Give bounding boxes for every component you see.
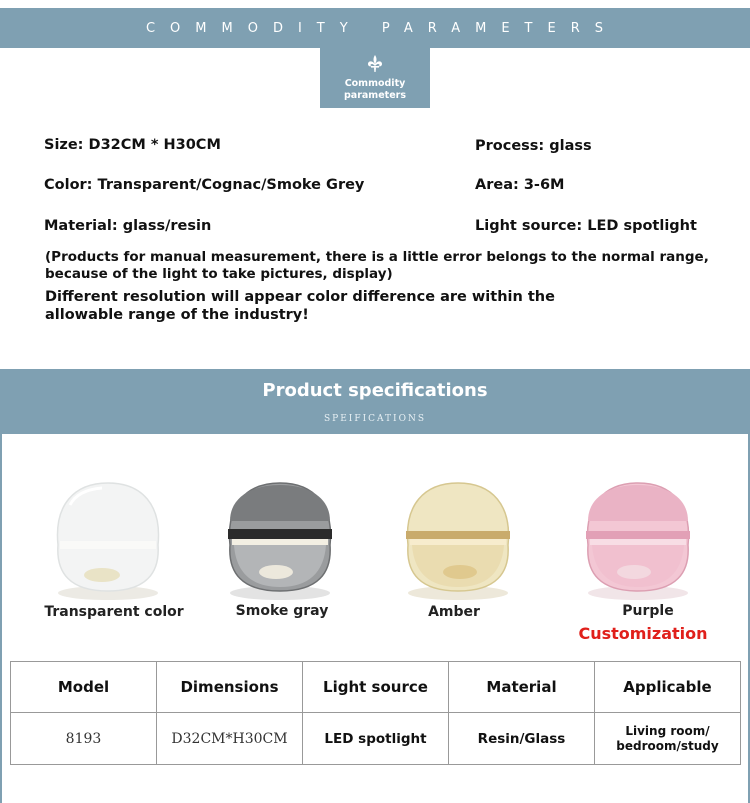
variant-label-smoke-gray: Smoke gray	[235, 603, 329, 619]
commodity-parameters-title: COMMODITY PARAMETERS	[145, 21, 618, 36]
header-model: Model	[11, 662, 157, 713]
badge-label	[320, 78, 430, 102]
lamp-purple-image	[580, 475, 700, 605]
badge-label-line1: Commodity	[344, 78, 406, 89]
product-specifications-subtitle: SPEIFICATIONS	[323, 414, 427, 424]
param-material: Material: glass/resin	[44, 218, 212, 234]
cell-applicable-line2: bedroom/study	[616, 738, 719, 753]
fleur-de-lis-icon	[365, 54, 385, 74]
param-area: Area: 3-6M	[475, 177, 565, 193]
variant-label-transparent: Transparent color	[44, 604, 184, 620]
cell-material: Resin/Glass	[449, 713, 595, 765]
cell-applicable-line1: Living room/	[625, 723, 710, 738]
table-header-row	[11, 662, 741, 713]
cell-applicable	[595, 713, 741, 765]
lamp-transparent-image	[50, 475, 170, 605]
badge-label-line2: parameters	[344, 90, 406, 101]
cell-dimensions: D32CM*H30CM	[157, 713, 303, 765]
header-light-source: Light source	[303, 662, 449, 713]
product-specifications-title: Product specifications	[262, 380, 488, 401]
param-color: Color: Transparent/Cognac/Smoke Grey	[44, 177, 365, 193]
cell-light-source: LED spotlight	[303, 713, 449, 765]
lamp-amber-image	[400, 475, 520, 605]
customization-label: Customization	[578, 624, 708, 643]
header-material: Material	[449, 662, 595, 713]
cell-model: 8193	[11, 713, 157, 765]
variant-label-purple: Purple	[622, 603, 674, 619]
commodity-parameters-bar	[0, 8, 750, 48]
specifications-table	[10, 661, 741, 765]
product-specifications-band	[0, 369, 750, 434]
param-process: Process: glass	[475, 138, 592, 154]
header-applicable: Applicable	[595, 662, 741, 713]
note-measurement: (Products for manual measurement, there is a little error belongs to the normal range, because of the light to take pictures, display)	[45, 249, 709, 282]
table-row	[11, 713, 741, 765]
variant-label-amber: Amber	[428, 604, 480, 620]
note-resolution: Different resolution will appear color difference are within the allowable range of the industry!	[45, 289, 555, 323]
commodity-parameters-badge	[320, 48, 430, 108]
header-dimensions: Dimensions	[157, 662, 303, 713]
param-size: Size: D32CM * H30CM	[44, 137, 221, 153]
lamp-smoke-gray-image	[222, 475, 342, 605]
param-light-source: Light source: LED spotlight	[475, 218, 697, 234]
